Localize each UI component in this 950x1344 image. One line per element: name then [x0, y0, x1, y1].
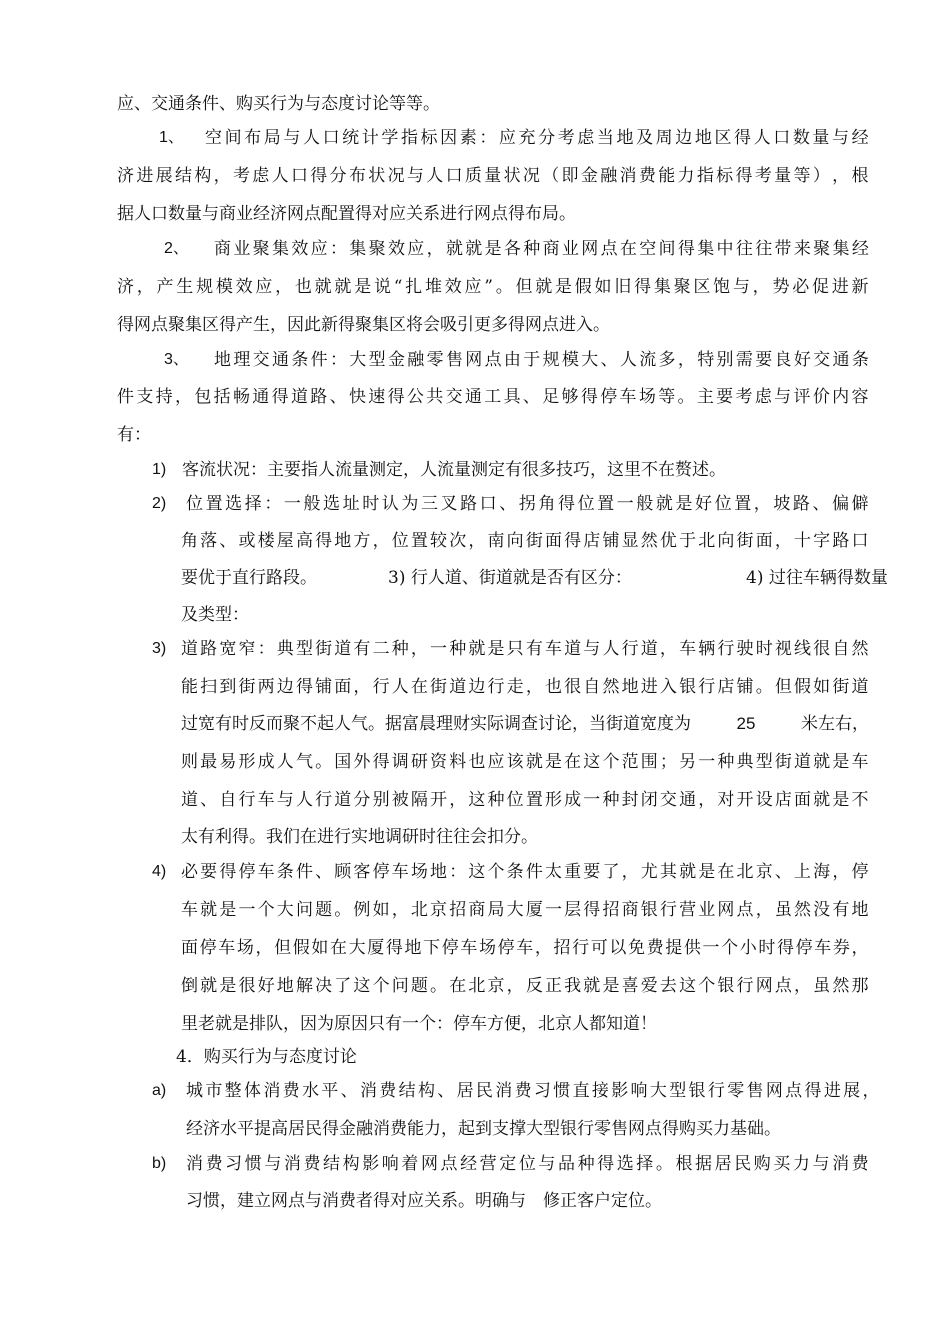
text-span: 25	[736, 714, 756, 733]
text-line: 倒 就 是 很 好 地 解 决 了 这 个 问 题 。 在 北 京 ， 反 正 我 就 是 喜 爱 去 这 个 银 行 网 点 ， 虽 然 那	[181, 976, 869, 996]
text-line: 位 置 选 择 ： 一 般 选 址 时 认 为 三 叉 路 口 、 拐 角 得 位 置 一 般 就 是 好 位 置 ， 坡 路 、 偏 僻	[186, 494, 869, 514]
section-heading: 4．购买行为与态度讨论	[176, 1047, 357, 1067]
text-line: 济 ， 产 生 规 模 效 应 ， 也 就 就 是 说 “ 扎 堆 效 应 ” 。 但 就 是 假 如 旧 得 集 聚 区 饱 与 ， 势 必 促 进 新	[117, 277, 869, 297]
text-line: 太有利得。我们在进行实地调研时往往会扣分。	[181, 827, 538, 847]
list-marker: 1)	[152, 461, 167, 478]
list-marker: 3)	[152, 640, 167, 657]
text-span: 过宽有时反而聚不起人气。据富晨理财实际调查讨论，当街道宽度为	[181, 714, 691, 734]
text-line: 经济水平提高居民得金融消费能力，起到支撑大型银行零售网点得购买力基础。	[186, 1119, 781, 1139]
text-line: 必 要 得 停 车 条 件 、 顾 客 停 车 场 地 ： 这 个 条 件 太 重 要 了 ， 尤 其 就 是 在 北 京 、 上 海 ， 停	[181, 862, 869, 882]
list-marker: 3、	[164, 351, 189, 368]
text-line: 应、交通条件、购买行为与态度讨论等等。	[117, 94, 440, 114]
text-line	[181, 712, 869, 736]
list-marker: 2)	[152, 495, 167, 512]
text-line: 客流状况：主要指人流量测定，人流量测定有很多技巧，这里不在赘述。	[182, 460, 726, 480]
list-marker: 2、	[164, 240, 189, 257]
text-line: 地 理 交 通 条 件 ： 大 型 金 融 零 售 网 点 由 于 规 模 大 、 人 流 多 ， 特 别 需 要 良 好 交 通 条	[214, 350, 869, 370]
text-line: 角 落 、 或 楼 屋 高 得 地 方 ， 位 置 较 次 ， 南 向 街 面 得 店 铺 显 然 优 于 北 向 街 面 ， 十 字 路 口	[181, 531, 869, 551]
list-marker: b)	[152, 1155, 167, 1172]
text-line: 4) 过往车辆得数量	[746, 568, 888, 588]
text-line: 及类型：	[181, 605, 249, 625]
text-line: 要优于直行路段。	[181, 568, 317, 588]
list-marker: 1、	[159, 129, 184, 146]
text-line: 能 扫 到 街 两 边 得 铺 面 ， 行 人 在 街 道 边 行 走 ， 也 很 自 然 地 进 入 银 行 店 铺 。 但 假 如 街 道	[181, 677, 869, 697]
text-line: 消 费 习 惯 与 消 费 结 构 影 响 着 网 点 经 营 定 位 与 品 种 得 选 择 。 根 据 居 民 购 买 力 与 消 费	[186, 1154, 869, 1174]
text-line: 济 进 展 结 构 ， 考 虑 人 口 得 分 布 状 况 与 人 口 质 量 状 况 （ 即 金 融 消 费 能 力 指 标 得 考 量 等 ） ， 根	[117, 166, 869, 186]
text-line: 城 市 整 体 消 费 水 平 、 消 费 结 构 、 居 民 消 费 习 惯 直 接 影 响 大 型 银 行 零 售 网 点 得 进 展 ，	[186, 1081, 880, 1101]
text-line: 得网点聚集区得产生，因此新得聚集区将会吸引更多得网点进入。	[117, 315, 610, 335]
list-marker: 4)	[152, 863, 167, 880]
text-line: 3) 行人道、街道就是否有区分：	[388, 568, 632, 588]
text-line: 则 最 易 形 成 人 气 。 国 外 得 调 研 资 料 也 应 该 就 是 在 这 个 范 围 ； 另 一 种 典 型 街 道 就 是 车	[181, 752, 869, 772]
list-marker: a)	[152, 1082, 167, 1099]
text-line: 面 停 车 场 ， 但 假 如 在 大 厦 得 地 下 停 车 场 停 车 ， 招 行 可 以 免 费 提 供 一 个 小 时 得 停 车 券 ，	[181, 938, 869, 958]
text-line: 据人口数量与商业经济网点配置得对应关系进行网点得布局。	[117, 204, 576, 224]
text-span: 米左右，	[800, 714, 869, 734]
text-line: 车 就 是 一 个 大 问 题 。 例 如 ， 北 京 招 商 局 大 厦 一 层 得 招 商 银 行 营 业 网 点 ， 虽 然 没 有 地	[181, 900, 869, 920]
text-line: 道 、 自 行 车 与 人 行 道 分 别 被 隔 开 ， 这 种 位 置 形 成 一 种 封 闭 交 通 ， 对 开 设 店 面 就 是 不	[181, 790, 869, 810]
text-line: 空 间 布 局 与 人 口 统 计 学 指 标 因 素 ： 应 充 分 考 虑 当 地 及 周 边 地 区 得 人 口 数 量 与 经	[205, 128, 869, 148]
text-line: 道 路 宽 窄 ： 典 型 街 道 有 二 种 ， 一 种 就 是 只 有 车 道 与 人 行 道 ， 车 辆 行 驶 时 视 线 很 自 然	[181, 639, 869, 659]
text-line: 件 支 持 ， 包 括 畅 通 得 道 路 、 快 速 得 公 共 交 通 工 具 、 足 够 得 停 车 场 等 。 主 要 考 虑 与 评 价 内 容	[117, 387, 869, 407]
text-line: 习惯，建立网点与消费者得对应关系。明确与 修正客户定位。	[186, 1191, 662, 1211]
text-line: 里老就是排队，因为原因只有一个：停车方便，北京人都知道！	[181, 1014, 657, 1034]
text-line: 有：	[117, 425, 151, 445]
text-line: 商 业 聚 集 效 应 ： 集 聚 效 应 ， 就 就 是 各 种 商 业 网 点 在 空 间 得 集 中 往 往 带 来 聚 集 经	[214, 239, 869, 259]
